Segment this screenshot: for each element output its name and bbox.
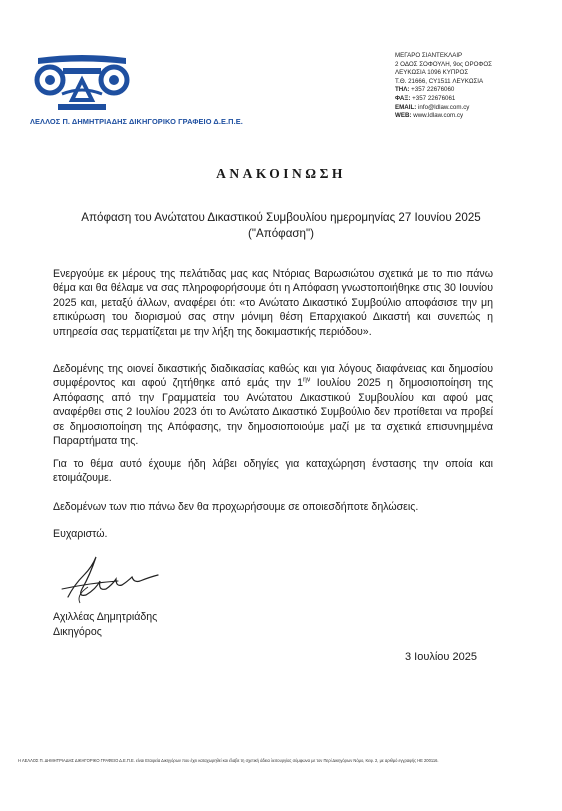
- signature-image: [60, 545, 170, 610]
- tel-label: ΤΗΛ:: [395, 86, 410, 94]
- paragraph-3: Για το θέμα αυτό έχουμε ήδη λάβει οδηγίες για καταχώρηση ένστασης την οποία και ετοιμάζουμε.: [53, 458, 493, 485]
- announcement-title: ΑΝΑΚΟΙΝΩΣΗ: [216, 166, 346, 181]
- web-label: WEB:: [395, 112, 412, 120]
- signer-block: [53, 610, 157, 640]
- tel-line: [395, 86, 492, 95]
- paragraph-1: Ενεργούμε εκ μέρους της πελάτιδας μας κας Ντόριας Βαρωσιώτου σχετικά με το πιο πάνω θέμα και θα θέλαμε να σας πληροφορήσουμε ότι η Απόφαση γνωστοποιήθηκε στις 30 Ιουνίου 2025 και, μεταξύ άλλων, αναφέρει ότι: «το Ανώτατο Δικαστικό Συμβούλιο αποφάσισε την μη επικύρωση του διορισμού σας στην μόνιμη θέση Επαρχιακού Δικαστή και συνεπώς η υπηρεσία σας τερματίζεται με την λήξη της δοκιμαστικής περιόδου».: [53, 268, 493, 338]
- email-link[interactable]: info@ldlaw.com.cy: [418, 103, 470, 111]
- contact-block: [395, 52, 492, 121]
- address-line: ΛΕΥΚΩΣΙΑ 1096 ΚΥΠΡΟΣ: [395, 69, 469, 77]
- ordinal-superscript: ην: [303, 376, 311, 384]
- paragraph-2-text: Δεδομένης της οιονεί δικαστικής διαδικασίας καθώς και για λόγους διαφάνειας και δημοσίου συμφέροντος και αφού ζητήθηκε από εμάς την 1: [53, 363, 493, 390]
- web-link[interactable]: www.ldlaw.com.cy: [413, 112, 464, 120]
- paragraph-2: [53, 362, 493, 448]
- address-line: 2 ΟΔΟΣ ΣΟΦΟΥΛΗ, 9ος ΟΡΟΦΟΣ: [395, 60, 493, 68]
- subject-line: ("Απόφαση"): [248, 227, 314, 240]
- tel-value: +357 22676060: [411, 86, 455, 94]
- fax-label: ΦΑΞ:: [395, 94, 411, 102]
- fax-value: +357 22676061: [412, 94, 456, 102]
- closing: Ευχαριστώ.: [53, 528, 108, 540]
- letter-date: 3 Ιουλίου 2025: [405, 651, 477, 663]
- address-line: ΜΕΓΑΡΟ ΣΙΑΝΤΕΚΛΑΙΡ: [395, 52, 463, 59]
- email-line: [395, 104, 492, 113]
- subject-line: Απόφαση του Ανώτατου Δικαστικού Συμβουλίου ημερομηνίας 27 Ιουνίου 2025: [81, 211, 481, 224]
- address-line: Τ.Θ. 21666, CY1511 ΛΕΥΚΩΣΙΑ: [395, 77, 484, 85]
- firm-name: ΛΕΛΛΟΣ Π. ΔΗΜΗΤΡΙΑΔΗΣ ΔΙΚΗΓΟΡΙΚΟ ΓΡΑΦΕΙΟ Δ.Ε.Π.Ε.: [30, 117, 243, 126]
- ionic-column-logo-icon: [32, 50, 132, 112]
- email-label: EMAIL:: [395, 103, 417, 111]
- signer-name: Αχιλλέας Δημητριάδης: [53, 611, 158, 623]
- web-line: [395, 112, 492, 121]
- footer-legal-note: Η ΛΕΛΛΟΣ Π. ΔΗΜΗΤΡΙΑΔΗΣ ΔΙΚΗΓΟΡΙΚΟ ΓΡΑΦΕΙΟ Δ.Ε.Π.Ε. είναι Εταιρεία Δικηγόρων που έχει καταχωρηθεί και έλαβε τη σχετική άδεια λειτουργίας σύμφωνα με τον Περί Δικηγόρων Νόμο, Κεφ. 2, με αριθμό εγγραφής ΗΕ 200116.: [18, 758, 439, 763]
- fax-line: [395, 95, 492, 104]
- paragraph-2-text: Ιουλίου 2025 η δημοσιοποίηση της Απόφασης από την Γραμματεία του Ανώτατου Δικαστικού Συμβουλίου και αφού μας αναφέρθει στις 2 Ιουλίου 2023 ότι το Ανώτατο Δικαστικό Συμβούλιο δεν προτίθεται να προβεί σε δημοσιοποίηση της Απόφασης, την δημοσιοποιούμε μαζί με τα σχετικά επισυνημμένα Παραρτήματα της.: [53, 377, 493, 448]
- subject-heading: [40, 210, 522, 242]
- firm-logo: [20, 50, 260, 112]
- signer-title: Δικηγόρος: [53, 626, 102, 638]
- paragraph-4: Δεδομένων των πιο πάνω δεν θα προχωρήσουμε σε οποιεσδήποτε δηλώσεις.: [53, 501, 419, 513]
